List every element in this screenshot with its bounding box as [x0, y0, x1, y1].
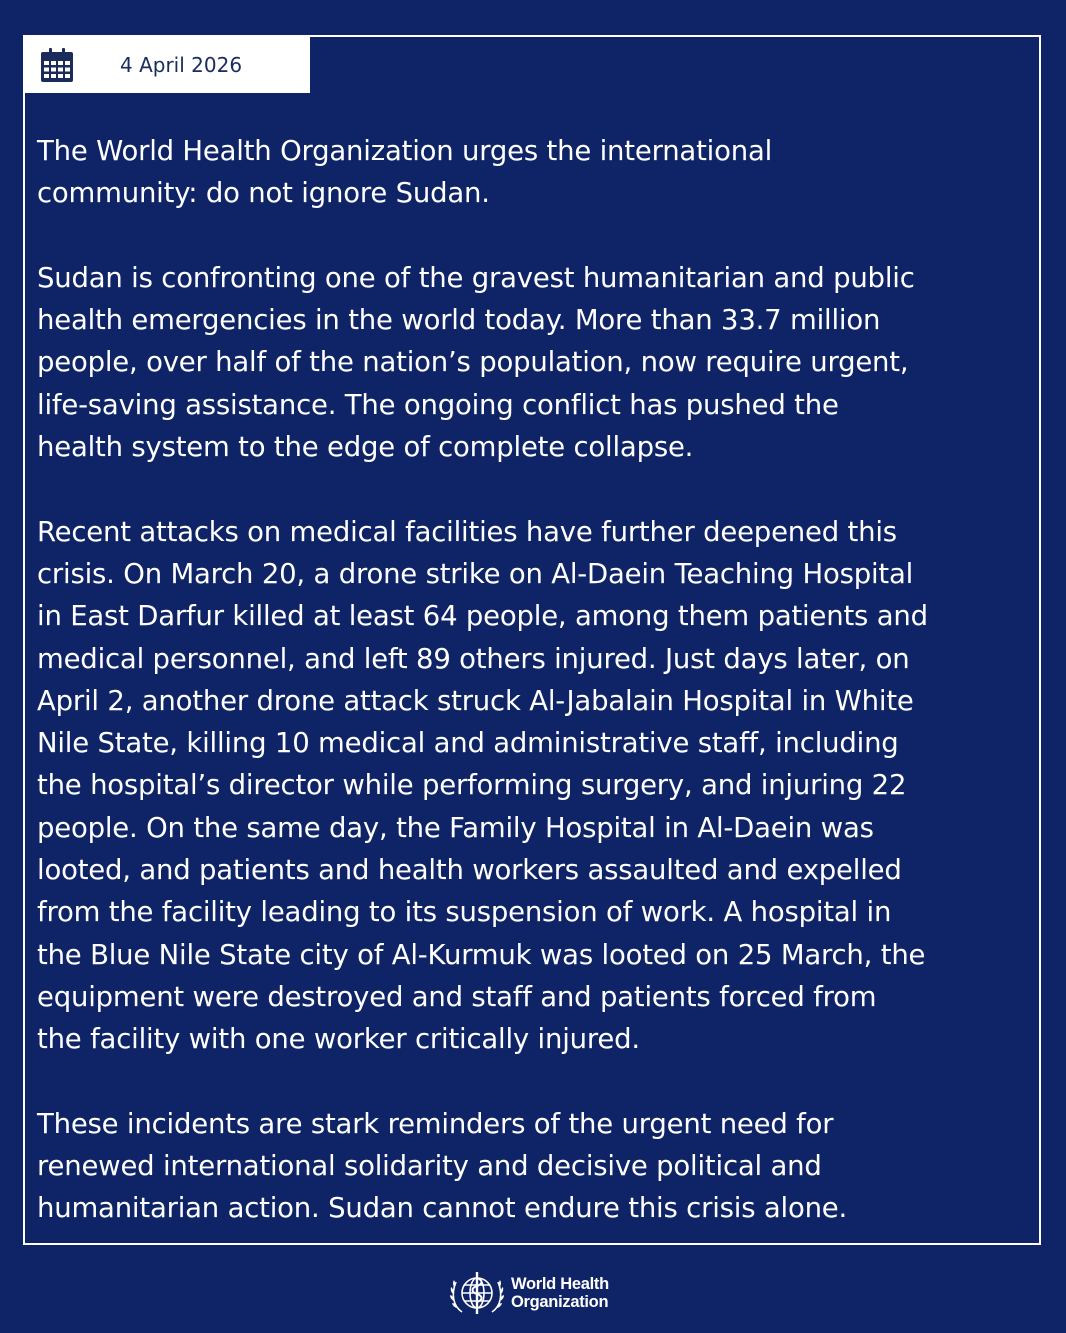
text-line: crisis. On March 20, a drone strike on Al-Daein Teaching Hospital [37, 557, 914, 590]
text-line: looted, and patients and health workers assaulted and expelled [37, 854, 902, 887]
text-line: These incidents are stark reminders of the urgent need for [37, 1107, 834, 1140]
paragraph-attacks [37, 511, 1037, 1061]
text-line: in East Darfur killed at least 64 people, among them patients and [37, 600, 928, 633]
text-line: the facility with one worker critically injured. [37, 1023, 640, 1056]
text-line: humanitarian action. Sudan cannot endure this crisis alone. [37, 1192, 848, 1225]
text-line: community: do not ignore Sudan. [37, 177, 490, 210]
calendar-icon [41, 48, 73, 82]
who-emblem-icon [448, 1268, 506, 1318]
text-line: medical personnel, and left 89 others injured. Just days later, on [37, 642, 910, 675]
paragraph-emergency [37, 257, 1037, 468]
text-line: life-saving assistance. The ongoing conflict has pushed the [37, 388, 839, 421]
text-line: people. On the same day, the Family Hospital in Al-Daein was [37, 811, 874, 844]
text-line: people, over half of the nation’s population, now require urgent, [37, 346, 909, 379]
organization-name-line1: World Health [511, 1275, 609, 1293]
statement-body [37, 130, 1037, 1230]
text-line: health system to the edge of complete collapse. [37, 431, 694, 464]
text-line: health emergencies in the world today. More than 33.7 million [37, 304, 881, 337]
paragraph-conclusion [37, 1103, 1037, 1230]
text-line: from the facility leading to its suspension of work. A hospital in [37, 896, 892, 929]
organization-name [511, 1275, 609, 1311]
text-line: Nile State, killing 10 medical and administrative staff, including [37, 727, 899, 760]
text-line: renewed international solidarity and decisive political and [37, 1150, 822, 1183]
organization-name-line2: Organization [511, 1293, 609, 1311]
date-tab [25, 37, 310, 93]
text-line: Recent attacks on medical facilities have further deepened this [37, 515, 897, 548]
text-line: the hospital’s director while performing surgery, and injuring 22 [37, 769, 907, 802]
who-logo [448, 1268, 628, 1318]
paragraph-intro [37, 130, 1037, 215]
text-line: Sudan is confronting one of the gravest humanitarian and public [37, 261, 915, 294]
text-line: the Blue Nile State city of Al-Kurmuk was looted on 25 March, the [37, 938, 926, 971]
text-line: The World Health Organization urges the international [37, 135, 773, 167]
text-line: equipment were destroyed and staff and patients forced from [37, 980, 877, 1013]
text-line: April 2, another drone attack struck Al-Jabalain Hospital in White [37, 684, 914, 717]
date-text: 4 April 2026 [120, 53, 243, 77]
